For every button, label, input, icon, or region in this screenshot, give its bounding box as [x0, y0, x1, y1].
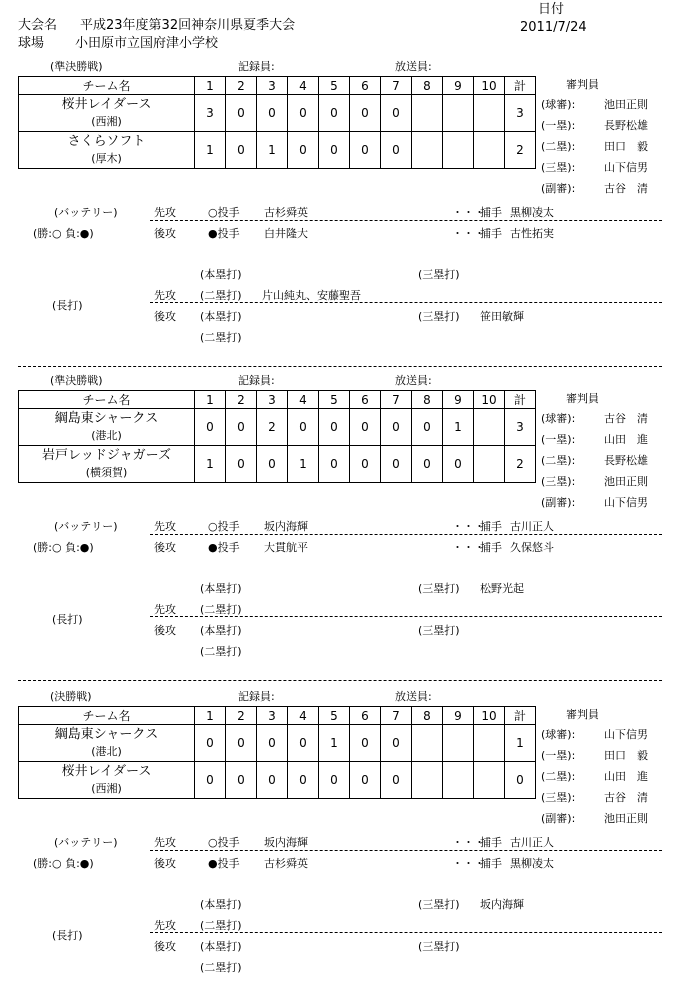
- inning-score-cell: [443, 762, 474, 799]
- inning-column-header: 2: [226, 707, 257, 725]
- bottom-pitcher-label: ●投手: [208, 227, 240, 240]
- dashed-divider: [18, 680, 662, 681]
- inning-score-cell: 1: [195, 132, 226, 169]
- double-label: (二塁打): [200, 961, 242, 974]
- double-label: (二塁打): [200, 603, 242, 616]
- team-cell: [19, 446, 195, 483]
- team-area: (港北): [91, 429, 122, 442]
- inning-score-cell: 0: [257, 762, 288, 799]
- inning-column-header: 8: [412, 707, 443, 725]
- inning-score-cell: 1: [319, 725, 350, 762]
- umpire-name: 田口 毅: [604, 140, 648, 153]
- top-pitcher-name: 坂内海輝: [264, 836, 308, 849]
- inning-column-header: 5: [319, 77, 350, 95]
- inning-score-cell: 0: [350, 409, 381, 446]
- inning-score-cell: [412, 725, 443, 762]
- long-hits-label: (長打): [52, 613, 83, 626]
- bottom-catcher-name: 古性拓実: [510, 227, 554, 240]
- dashed-divider: [18, 366, 662, 367]
- bottom-team-label: 後攻: [154, 857, 176, 870]
- battery-label: (バッテリー): [54, 836, 118, 849]
- double-label: (二塁打): [200, 331, 242, 344]
- team-row: [19, 446, 536, 483]
- team-name: 桜井レイダース: [61, 97, 152, 112]
- inning-score-cell: 1: [288, 446, 319, 483]
- team-row: [19, 132, 536, 169]
- date-value: 2011/7/24: [520, 20, 587, 35]
- broadcaster-label: 放送員:: [395, 690, 432, 703]
- separator-dots: ・・・: [452, 227, 485, 240]
- separator-dots: ・・・: [452, 520, 485, 533]
- team-row: [19, 725, 536, 762]
- team-area: (横須賀): [85, 466, 128, 479]
- umpire-role: (副審):: [541, 812, 576, 825]
- inning-column-header: 2: [226, 391, 257, 409]
- umpire-role: (三塁):: [541, 475, 576, 488]
- inning-score-cell: 3: [195, 95, 226, 132]
- umpires-title: 審判員: [566, 708, 599, 721]
- top-pitcher-name: 古杉舜英: [264, 206, 308, 219]
- team-column-header: チーム名: [19, 77, 195, 95]
- total-score-cell: 2: [505, 446, 536, 483]
- inning-column-header: 4: [288, 707, 319, 725]
- inning-column-header: 8: [412, 77, 443, 95]
- inning-score-cell: [474, 446, 505, 483]
- top-team-label: 先攻: [154, 520, 176, 533]
- inning-score-cell: 0: [319, 446, 350, 483]
- inning-score-cell: [412, 132, 443, 169]
- umpire-role: (球審):: [541, 728, 576, 741]
- inning-score-cell: 0: [381, 95, 412, 132]
- team-cell: [19, 409, 195, 446]
- inning-column-header: 10: [474, 77, 505, 95]
- top-pitcher-label: ○投手: [208, 520, 240, 533]
- inning-score-cell: 1: [257, 132, 288, 169]
- bottom-triple-names: 笹田敏輝: [480, 310, 524, 323]
- inning-score-cell: 0: [288, 762, 319, 799]
- inning-score-cell: 0: [381, 725, 412, 762]
- team-name: 綱島東シャークス: [54, 411, 159, 426]
- umpire-role: (二塁):: [541, 454, 576, 467]
- bottom-pitcher-name: 白井隆大: [264, 227, 308, 240]
- tournament-name: 平成23年度第32回神奈川県夏季大会: [80, 18, 296, 33]
- bottom-pitcher-label: ●投手: [208, 857, 240, 870]
- battery-label: (バッテリー): [54, 206, 118, 219]
- umpire-name: 山下信男: [604, 161, 648, 174]
- long-hits-label: (長打): [52, 299, 83, 312]
- separator-dots: ・・・: [452, 836, 485, 849]
- inning-column-header: 4: [288, 391, 319, 409]
- inning-score-cell: 0: [195, 725, 226, 762]
- inning-score-cell: 0: [319, 409, 350, 446]
- inning-score-cell: 0: [226, 132, 257, 169]
- inning-score-cell: [474, 409, 505, 446]
- total-column-header: 計: [505, 77, 536, 95]
- inning-score-cell: 0: [381, 409, 412, 446]
- top-team-label: 先攻: [154, 836, 176, 849]
- inning-score-cell: [474, 95, 505, 132]
- inning-score-cell: 0: [350, 446, 381, 483]
- inning-score-cell: [412, 762, 443, 799]
- round-label: (準決勝戦): [50, 374, 103, 387]
- team-cell: [19, 95, 195, 132]
- catcher-label: 捕手: [480, 541, 502, 554]
- round-label: (準決勝戦): [50, 60, 103, 73]
- team-cell: [19, 132, 195, 169]
- score-header-row: [19, 391, 536, 409]
- umpire-name: 山田 進: [604, 433, 648, 446]
- team-name: 岩戸レッドジャガーズ: [42, 448, 171, 463]
- inning-score-cell: 0: [350, 725, 381, 762]
- umpire-role: (二塁):: [541, 140, 576, 153]
- bottom-catcher-name: 久保悠斗: [510, 541, 554, 554]
- inning-column-header: 3: [257, 707, 288, 725]
- home-run-label: (本塁打): [200, 310, 242, 323]
- inning-column-header: 3: [257, 391, 288, 409]
- home-run-label: (本塁打): [200, 940, 242, 953]
- umpires-title: 審判員: [566, 392, 599, 405]
- umpire-name: 田口 毅: [604, 749, 648, 762]
- inning-column-header: 6: [350, 391, 381, 409]
- top-triple-names: 松野光起: [480, 582, 524, 595]
- total-column-header: 計: [505, 391, 536, 409]
- inning-score-cell: [443, 132, 474, 169]
- dashed-divider: [150, 302, 662, 303]
- win-lose-legend: (勝:○ 負:●): [33, 857, 94, 870]
- score-table: [18, 706, 536, 799]
- team-column-header: チーム名: [19, 391, 195, 409]
- inning-score-cell: 0: [288, 95, 319, 132]
- inning-column-header: 7: [381, 707, 412, 725]
- date-label: 日付: [538, 2, 565, 17]
- umpire-role: (三塁):: [541, 161, 576, 174]
- umpire-role: (球審):: [541, 412, 576, 425]
- umpire-role: (一塁):: [541, 749, 576, 762]
- triple-label: (三塁打): [418, 582, 460, 595]
- catcher-label: 捕手: [480, 857, 502, 870]
- umpire-name: 山田 進: [604, 770, 648, 783]
- triple-label: (三塁打): [418, 310, 460, 323]
- inning-score-cell: 0: [319, 762, 350, 799]
- inning-column-header: 3: [257, 77, 288, 95]
- inning-score-cell: [443, 95, 474, 132]
- inning-score-cell: 0: [226, 446, 257, 483]
- team-row: [19, 762, 536, 799]
- triple-label: (三塁打): [418, 940, 460, 953]
- inning-score-cell: 0: [226, 409, 257, 446]
- inning-score-cell: 0: [288, 725, 319, 762]
- umpire-role: (副審):: [541, 182, 576, 195]
- inning-score-cell: 0: [195, 409, 226, 446]
- broadcaster-label: 放送員:: [395, 374, 432, 387]
- team-row: [19, 95, 536, 132]
- inning-score-cell: [412, 95, 443, 132]
- umpire-name: 池田正則: [604, 98, 648, 111]
- umpire-name: 長野松雄: [604, 119, 648, 132]
- score-table: [18, 390, 536, 483]
- inning-score-cell: 1: [443, 409, 474, 446]
- inning-score-cell: 2: [257, 409, 288, 446]
- inning-score-cell: 0: [443, 446, 474, 483]
- inning-column-header: 6: [350, 77, 381, 95]
- recorder-label: 記録員:: [238, 60, 275, 73]
- bottom-team-label: 後攻: [154, 940, 176, 953]
- score-header-row: [19, 707, 536, 725]
- bottom-pitcher-name: 大貫航平: [264, 541, 308, 554]
- team-name: 綱島東シャークス: [54, 727, 159, 742]
- triple-label: (三塁打): [418, 898, 460, 911]
- top-pitcher-label: ○投手: [208, 206, 240, 219]
- catcher-label: 捕手: [480, 206, 502, 219]
- top-team-label: 先攻: [154, 206, 176, 219]
- score-table: [18, 76, 536, 169]
- umpire-role: (三塁):: [541, 791, 576, 804]
- inning-score-cell: 0: [195, 762, 226, 799]
- home-run-label: (本塁打): [200, 582, 242, 595]
- score-header-row: [19, 77, 536, 95]
- top-catcher-name: 黒柳凌太: [510, 206, 554, 219]
- catcher-label: 捕手: [480, 836, 502, 849]
- triple-label: (三塁打): [418, 268, 460, 281]
- total-score-cell: 1: [505, 725, 536, 762]
- team-row: [19, 409, 536, 446]
- umpire-name: 長野松雄: [604, 454, 648, 467]
- dashed-divider: [150, 220, 662, 221]
- inning-score-cell: 0: [257, 725, 288, 762]
- inning-column-header: 9: [443, 707, 474, 725]
- venue-label: 球場: [18, 36, 45, 51]
- bottom-catcher-name: 黒柳凌太: [510, 857, 554, 870]
- bottom-pitcher-name: 古杉舜英: [264, 857, 308, 870]
- inning-score-cell: 0: [350, 762, 381, 799]
- inning-column-header: 1: [195, 77, 226, 95]
- double-label: (二塁打): [200, 919, 242, 932]
- inning-score-cell: 0: [381, 762, 412, 799]
- team-name: さくらソフト: [67, 134, 146, 149]
- triple-label: (三塁打): [418, 624, 460, 637]
- long-hits-label: (長打): [52, 929, 83, 942]
- inning-score-cell: 0: [226, 725, 257, 762]
- inning-score-cell: 0: [288, 409, 319, 446]
- umpires-title: 審判員: [566, 78, 599, 91]
- double-label: (二塁打): [200, 289, 242, 302]
- separator-dots: ・・・: [452, 541, 485, 554]
- top-triple-names: 坂内海輝: [480, 898, 524, 911]
- team-cell: [19, 762, 195, 799]
- dashed-divider: [150, 932, 662, 933]
- inning-score-cell: 0: [412, 446, 443, 483]
- umpire-name: 山下信男: [604, 496, 648, 509]
- inning-column-header: 10: [474, 391, 505, 409]
- bottom-team-label: 後攻: [154, 310, 176, 323]
- top-pitcher-label: ○投手: [208, 836, 240, 849]
- separator-dots: ・・・: [452, 206, 485, 219]
- inning-column-header: 7: [381, 77, 412, 95]
- inning-column-header: 10: [474, 707, 505, 725]
- inning-score-cell: 0: [257, 446, 288, 483]
- team-area: (西湘): [91, 115, 122, 128]
- recorder-label: 記録員:: [238, 690, 275, 703]
- inning-column-header: 4: [288, 77, 319, 95]
- total-score-cell: 0: [505, 762, 536, 799]
- team-name: 桜井レイダース: [61, 764, 152, 779]
- top-team-label: 先攻: [154, 919, 176, 932]
- battery-label: (バッテリー): [54, 520, 118, 533]
- catcher-label: 捕手: [480, 520, 502, 533]
- inning-score-cell: 0: [288, 132, 319, 169]
- top-catcher-name: 古川正人: [510, 520, 554, 533]
- umpire-role: (一塁):: [541, 433, 576, 446]
- inning-column-header: 7: [381, 391, 412, 409]
- umpire-name: 古谷 清: [604, 182, 648, 195]
- tournament-label: 大会名: [18, 18, 58, 33]
- team-area: (港北): [91, 745, 122, 758]
- broadcaster-label: 放送員:: [395, 60, 432, 73]
- umpire-name: 池田正則: [604, 812, 648, 825]
- win-lose-legend: (勝:○ 負:●): [33, 541, 94, 554]
- inning-score-cell: 0: [226, 762, 257, 799]
- total-score-cell: 2: [505, 132, 536, 169]
- team-column-header: チーム名: [19, 707, 195, 725]
- top-team-label: 先攻: [154, 289, 176, 302]
- bottom-team-label: 後攻: [154, 227, 176, 240]
- inning-score-cell: 0: [350, 95, 381, 132]
- umpire-name: 池田正則: [604, 475, 648, 488]
- inning-column-header: 6: [350, 707, 381, 725]
- top-team-label: 先攻: [154, 603, 176, 616]
- dashed-divider: [150, 616, 662, 617]
- inning-column-header: 1: [195, 391, 226, 409]
- inning-score-cell: [443, 725, 474, 762]
- inning-score-cell: 0: [257, 95, 288, 132]
- top-catcher-name: 古川正人: [510, 836, 554, 849]
- inning-score-cell: 0: [381, 132, 412, 169]
- recorder-label: 記録員:: [238, 374, 275, 387]
- inning-score-cell: [474, 132, 505, 169]
- inning-column-header: 8: [412, 391, 443, 409]
- venue-name: 小田原市立国府津小学校: [75, 36, 219, 51]
- bottom-pitcher-label: ●投手: [208, 541, 240, 554]
- team-area: (西湘): [91, 782, 122, 795]
- home-run-label: (本塁打): [200, 624, 242, 637]
- dashed-divider: [150, 534, 662, 535]
- inning-score-cell: 0: [226, 95, 257, 132]
- umpire-role: (球審):: [541, 98, 576, 111]
- total-column-header: 計: [505, 707, 536, 725]
- double-label: (二塁打): [200, 645, 242, 658]
- home-run-label: (本塁打): [200, 898, 242, 911]
- umpire-name: 山下信男: [604, 728, 648, 741]
- umpire-role: (一塁):: [541, 119, 576, 132]
- inning-score-cell: 0: [319, 95, 350, 132]
- bottom-team-label: 後攻: [154, 624, 176, 637]
- inning-score-cell: 0: [350, 132, 381, 169]
- inning-score-cell: [474, 725, 505, 762]
- win-lose-legend: (勝:○ 負:●): [33, 227, 94, 240]
- top-double-names: 片山純丸、安藤聖吾: [262, 289, 361, 302]
- top-pitcher-name: 坂内海輝: [264, 520, 308, 533]
- bottom-team-label: 後攻: [154, 541, 176, 554]
- separator-dots: ・・・: [452, 857, 485, 870]
- total-score-cell: 3: [505, 95, 536, 132]
- inning-score-cell: 0: [381, 446, 412, 483]
- inning-column-header: 1: [195, 707, 226, 725]
- umpire-name: 古谷 清: [604, 412, 648, 425]
- inning-column-header: 9: [443, 391, 474, 409]
- team-cell: [19, 725, 195, 762]
- home-run-label: (本塁打): [200, 268, 242, 281]
- inning-score-cell: 1: [195, 446, 226, 483]
- inning-column-header: 2: [226, 77, 257, 95]
- team-area: (厚木): [91, 152, 122, 165]
- catcher-label: 捕手: [480, 227, 502, 240]
- round-label: (決勝戦): [50, 690, 92, 703]
- total-score-cell: 3: [505, 409, 536, 446]
- inning-column-header: 5: [319, 707, 350, 725]
- inning-score-cell: 0: [319, 132, 350, 169]
- inning-column-header: 5: [319, 391, 350, 409]
- umpire-role: (二塁):: [541, 770, 576, 783]
- inning-score-cell: 0: [412, 409, 443, 446]
- inning-score-cell: [474, 762, 505, 799]
- umpire-name: 古谷 清: [604, 791, 648, 804]
- umpire-role: (副審):: [541, 496, 576, 509]
- inning-column-header: 9: [443, 77, 474, 95]
- dashed-divider: [150, 850, 662, 851]
